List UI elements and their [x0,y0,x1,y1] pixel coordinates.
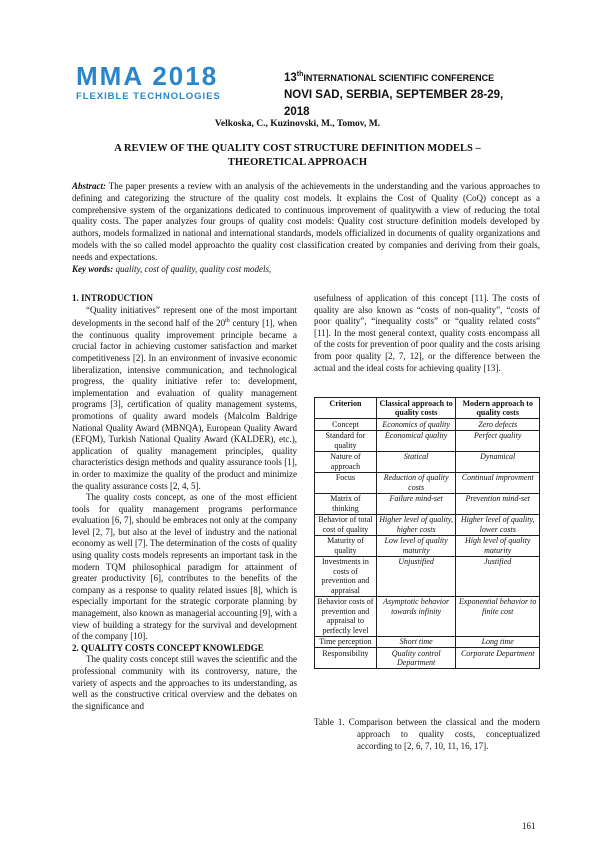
paper-title: A REVIEW OF THE QUALITY COST STRUCTURE DEFINITION MODELS – THEORETICAL APPROACH [114,143,481,168]
table-row [315,430,540,451]
paragraph-4: usefulness of application of this concept [11]. The costs of quality are also known as “costs of non-quality”, “costs of poor quality”, “inequality costs” or “quality related costs” [11]. In the most general context, quality costs encompass all of the costs for prevention of poor quality and the costs arising from poor quality [2, 7, 12], or the difference between the actual and the ideal costs for achieving quality [13]. [314,293,540,373]
table-row [315,636,540,648]
comparison-table [314,397,540,669]
table-cell-value: Exponential behavior to finite cost [456,596,540,636]
abstract [72,181,540,264]
section-heading-quality-costs: 2. QUALITY COSTS CONCEPT KNOWLEDGE [72,642,264,653]
conference-line-1: 13thINTERNATIONAL SCIENTIFIC CONFERENCE [284,71,495,84]
right-column [314,293,540,374]
left-column [72,293,297,712]
table-header: Criterion [315,398,377,419]
table-caption: Table 1. Comparison between the classical and the modern approach to quality costs, conceptualized according to [2, 6, 7, 10, 11, 16, 17]. [314,717,540,751]
table-row [315,493,540,514]
table-row [315,419,540,431]
table-cell-criterion: Investments in costs of prevention and appraisal [315,556,377,596]
table-cell-value: Low level of quality maturity [376,535,456,556]
table-cell-criterion: Standard for quality [315,430,377,451]
abstract-text: The paper presents a review with an analysis of the achievements in the understanding and the various approaches to defining and categorizing the structure of the quality cost models. It explains the Cost of Quality (CoQ) concept as a comprehensive system of the organizations dedicated to continuous improvement of qualitywith a view of reducing the total quality costs. The paper analyzes four groups of quality cost models: Quality cost structure definition models developed by authors, models formalized in national and international standards, models officialized in documents of quality organizations and models with the so called model approachto the quality cost classification created by companies and deriving from their goals, needs and expectations. [72,181,541,262]
table-cell-value: Corporate Department [456,648,540,669]
page-number: 161 [522,821,536,831]
table-cell-value: High level of quality maturity [456,535,540,556]
table-cell-value: Continual improvment [456,472,540,493]
table-cell-criterion: Nature of approach [315,451,377,472]
table-row [315,596,540,636]
table-cell-criterion: Matrix of thinking [315,493,377,514]
table-cell-value: Higher level of quality, lower costs [456,514,540,535]
table-cell-value: Unjustified [376,556,456,596]
table-cell-value: Asymptotic behavior towards infinity [376,596,456,636]
table-cell-criterion: Focus [315,472,377,493]
table-cell-value: Failure mind-set [376,493,456,514]
table-cell-criterion: Maturity of quality [315,535,377,556]
table-cell-value: Dynamical [456,451,540,472]
table-cell-criterion: Behavior costs of prevention and appraisal to perfectly level [315,596,377,636]
table-cell-value: Quality control Department [376,648,456,669]
logo-sub-text: FLEXIBLE TECHNOLOGIES [76,91,221,102]
table-cell-criterion: Responsibility [315,648,377,669]
conference-logo [76,63,244,102]
table-cell-value: Zero defects [456,419,540,431]
table-header: Modern approach to quality costs [456,398,540,419]
table-row [315,556,540,596]
table-cell-value: Justified [456,556,540,596]
abstract-label: Abstract: [72,181,107,191]
table-row [315,514,540,535]
keywords [72,264,540,274]
table-cell-value: Economics of quality [376,419,456,431]
logo-main-text: MMA 2018 [76,61,219,91]
table-cell-value: Perfect quality [456,430,540,451]
table-cell-value: Short time [376,636,456,648]
table-header-row [315,398,540,419]
table-cell-value: Long time [456,636,540,648]
table-cell-value: Statical [376,451,456,472]
conference-line-2: NOVI SAD, SERBIA, SEPTEMBER 28-29, 2018 [284,88,504,118]
conference-header [284,66,524,121]
table-row [315,535,540,556]
table-cell-value: Higher level of quality, higher costs [376,514,456,535]
authors: Velkoska, C., Kuzinovski, M., Tomov, M. [214,119,381,129]
table-cell-criterion: Concept [315,419,377,431]
table-row [315,451,540,472]
table-cell-value: Economical quality [376,430,456,451]
table-cell-criterion: Behavior of total cost of quality [315,514,377,535]
table-header: Classical approach to quality costs [376,398,456,419]
keywords-text: quality, cost of quality, quality cost models, [115,264,272,274]
table-cell-value: Reduction of quality costs [376,472,456,493]
paragraph-1: “Quality initiatives” represent one of the most important developments in the second half of the 20th century [1], when the continuous quality improvement principle became a crucial factor in achieving customer satisfaction and market competitiveness [2]. In an environment of invasive economic liberalization, intensive communication, and technological progress, the quality initiative refer to: development, implementation and evaluation of quality management programs [3], certification of quality management systems, promotions of quality award models (Malcolm Baldrige National Quality Award (MBNQA), European Quality Award (EFQM), Turkish National Quality Award (KALDER), etc.), application of quality management principles, quality characteristics design methods and quality assurance tools [1], in order to maximize the quality of the product and minimize the quality assurance costs [2, 4, 5]. [72,304,297,491]
table-cell-value: Prevention mind-set [456,493,540,514]
table-row [315,648,540,669]
table-row [315,472,540,493]
paragraph-2: The quality costs concept, as one of the most efficient tools for quality management programs performance evaluation [6, 7], should be embraces not only at the company level [2, 7], but also at the level of industry and the national economy as well [7]. The determination of the costs of quality using quality costs models represents an important task in the modern TQM philosophical paradigm for attainment of greater productivity [6], contributes to the benefits of the company as a response to quality related issues [8], which is especially important for the strategic corporate planning by management, also known as managerial accounting [9], with a view of building a strategy for the survival and development of the company [10]. [72,492,297,642]
section-heading-introduction: 1. INTRODUCTION [72,293,154,303]
keywords-label: Key words: [72,264,114,274]
paragraph-3: The quality costs concept still waves the scientific and the professional community with its controversy, nature, the variety of aspects and the approaches to its understanding, as well as the constructive critical overview and the debates on the significance and [72,654,297,711]
table-cell-criterion: Time perception [315,636,377,648]
